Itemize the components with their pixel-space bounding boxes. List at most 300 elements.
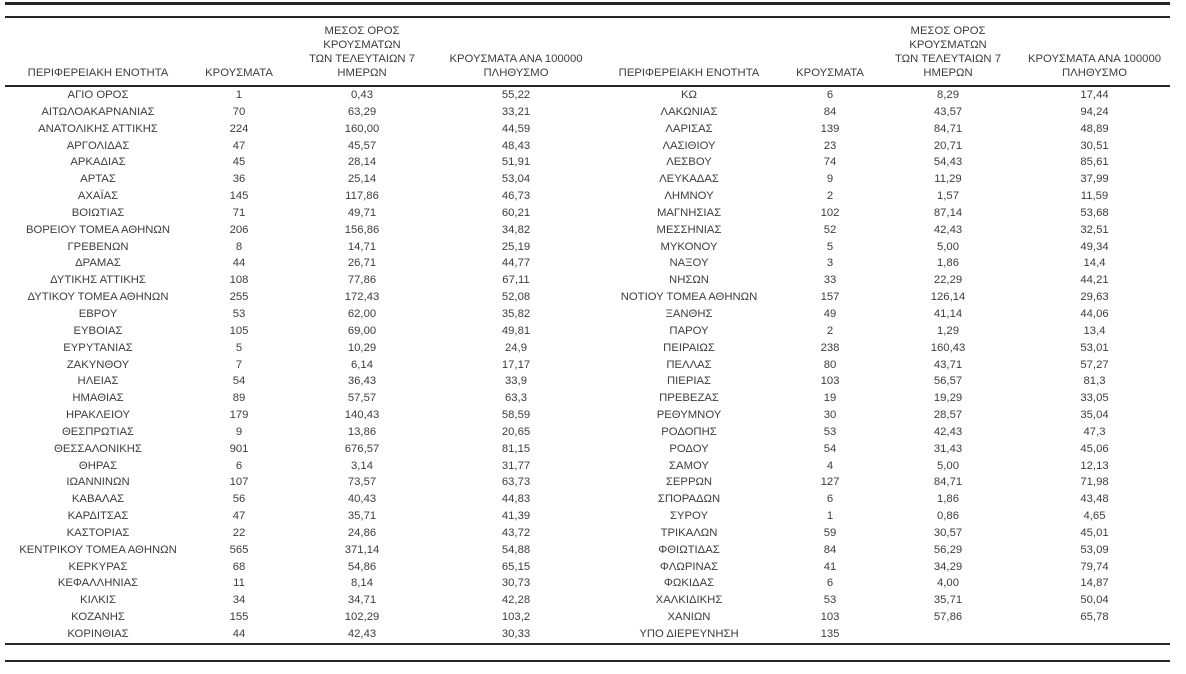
table-row [5,239,1170,256]
cases-cell: 54 [823,442,837,455]
per100k-cell: 20,65 [501,425,531,438]
avg7-cell: 56,57 [933,375,963,388]
per100k-cell: 57,27 [1080,358,1109,371]
avg7-cell: 8,14 [351,577,373,590]
per100k-cell: 35,82 [501,307,531,320]
region-cell: ΘΕΣΣΑΛΟΝΙΚΗΣ [54,442,142,455]
per100k-cell: 47,3 [1083,425,1106,438]
avg7-cell: 69,00 [347,324,377,337]
avg7-cell: 57,86 [933,611,963,624]
avg7-cell: 102,29 [344,611,380,624]
cases-cell: 7 [235,358,243,371]
per100k-cell: 81,3 [1083,375,1106,388]
cases-cell: 56 [232,493,246,506]
cases-cell: 1 [235,89,243,101]
header-avg7-line2: ΤΩΝ ΤΕΛΕΥΤΑΙΩΝ 7 [308,53,416,65]
avg7-cell: 35,71 [933,594,963,607]
table-row [5,138,1170,155]
avg7-cell: 126,14 [930,291,966,304]
region-cell: ΠΙΕΡΙΑΣ [666,375,712,388]
region-cell: ΒΟΙΩΤΙΑΣ [71,206,125,219]
table-row [5,86,1170,104]
avg7-cell: 73,57 [347,476,377,489]
avg7-cell: 1,86 [937,257,959,270]
region-cell: ΣΠΟΡΑΔΩΝ [657,493,721,506]
region-cell: ΜΕΣΣΗΝΙΑΣ [656,223,722,236]
per100k-cell: 37,99 [1080,173,1109,186]
avg7-cell: 34,71 [347,594,377,607]
avg7-cell: 14,71 [347,240,377,253]
cases-cell: 44 [232,257,246,270]
region-cell: ΡΟΔΟΠΗΣ [661,425,717,438]
per100k-cell: 71,98 [1080,476,1109,489]
per100k-cell: 53,01 [1080,341,1109,354]
cases-cell: 9 [235,425,243,438]
cases-cell: 45 [232,156,246,169]
avg7-cell: 54,86 [347,560,377,573]
cases-cell: 6 [235,459,243,472]
per100k-cell: 29,63 [1080,291,1109,304]
per100k-cell: 13,4 [1083,324,1106,337]
per100k-cell: 25,19 [501,240,531,253]
table-row [5,373,1170,390]
avg7-cell: 42,43 [933,425,963,438]
cases-cell: 4 [826,459,834,472]
cases-cell: 255 [229,291,249,304]
cases-cell: 108 [229,274,249,287]
region-cell: ΕΥΒΟΙΑΣ [73,324,123,337]
table-row [5,289,1170,306]
per100k-cell: 48,89 [1080,122,1109,135]
per100k-cell: 30,51 [1080,139,1109,152]
table-row [5,357,1170,374]
per100k-cell: 50,04 [1080,594,1109,607]
avg7-cell: 156,86 [344,223,380,236]
table-row [5,104,1170,121]
avg7-cell [877,626,1019,643]
avg7-cell: 42,43 [933,223,963,236]
avg7-cell: 36,43 [347,375,377,388]
avg7-cell: 49,71 [347,206,377,219]
cases-cell: 103 [820,375,840,388]
per100k-cell: 81,15 [501,442,531,455]
per100k-cell: 53,04 [501,173,531,186]
header-avg7-left [287,18,437,86]
per100k-cell: 79,74 [1080,560,1109,573]
cases-cell: 84 [823,543,837,556]
per100k-cell: 45,01 [1080,526,1109,539]
cases-cell: 36 [232,173,246,186]
table-row [5,542,1170,559]
cases-cell: 84 [823,105,837,118]
avg7-cell: 0,43 [351,89,373,101]
table-row [5,340,1170,357]
per100k-cell: 46,73 [501,190,531,203]
header-avg7-right [877,18,1019,86]
per100k-cell: 63,73 [501,476,531,489]
header-region-right: ΠΕΡΙΦΕΡΕΙΑΚΗ ΕΝΟΤΗΤΑ [595,18,783,86]
per100k-cell: 52,08 [501,291,531,304]
cases-cell: 565 [229,543,249,556]
region-cell: ΓΡΕΒΕΝΩΝ [67,240,129,253]
avg7-cell: 43,57 [933,105,963,118]
table-row [5,154,1170,171]
region-cell: ΑΓΙΟ ΟΡΟΣ [67,89,129,101]
cases-cell: 6 [826,493,834,506]
header-avg7-line1: ΜΕΣΟΣ ΟΡΟΣ ΚΡΟΥΣΜΑΤΩΝ [323,25,401,51]
cases-cell: 89 [232,392,246,405]
per100k-cell: 49,81 [501,324,531,337]
table-row [5,424,1170,441]
region-cell: ΚΟΡΙΝΘΙΑΣ [67,628,129,640]
avg7-cell: 62,00 [347,307,377,320]
cases-cell: 6 [826,577,834,590]
cases-cell: 71 [232,206,246,219]
cases-cell: 139 [820,122,840,135]
header-cases-right: ΚΡΟΥΣΜΑΤΑ [783,18,877,86]
header-avg7-line2: ΤΩΝ ΤΕΛΕΥΤΑΙΩΝ 7 [894,53,1002,65]
region-cell: ΝΟΤΙΟΥ ΤΟΜΕΑ ΑΘΗΝΩΝ [620,291,758,304]
region-cell: ΛΕΣΒΟΥ [666,156,712,169]
table-row [5,323,1170,340]
avg7-cell: 40,43 [347,493,377,506]
avg7-cell: 41,14 [933,307,963,320]
region-cell: ΛΑΡΙΣΑΣ [665,122,713,135]
cases-cell: 11 [233,577,245,590]
cases-cell: 3 [826,257,834,270]
header-per100k-line1: ΚΡΟΥΣΜΑΤΑ ΑΝΑ 100000 [449,53,583,65]
avg7-cell: 56,29 [933,543,963,556]
table-row [5,121,1170,138]
region-cell: ΚΟΖΑΝΗΣ [71,611,125,624]
per100k-cell: 31,77 [501,459,531,472]
per100k-cell: 14,4 [1083,257,1106,270]
avg7-cell: 84,71 [933,476,963,489]
region-cell: ΑΧΑΪΑΣ [77,190,119,203]
per100k-cell: 11,59 [1080,190,1109,203]
region-cell: ΧΑΛΚΙΔΙΚΗΣ [655,594,723,607]
cases-cell: 47 [232,510,246,523]
region-cell: ΑΡΤΑΣ [80,173,116,186]
region-cell: ΚΩ [681,89,697,101]
cases-cell: 206 [229,223,249,236]
region-cell: ΑΡΓΟΛΙΔΑΣ [66,139,130,152]
region-cell: ΦΩΚΙΔΑΣ [663,577,715,590]
table-row [5,255,1170,272]
region-cell: ΠΕΙΡΑΙΩΣ [663,341,715,354]
region-cell: ΔΥΤΙΚΟΥ ΤΟΜΕΑ ΑΘΗΝΩΝ [27,291,169,304]
cases-cell: 1 [826,510,834,523]
cases-cell: 8 [235,240,243,253]
avg7-cell: 45,57 [347,139,377,152]
per100k-cell: 24,9 [505,341,527,354]
avg7-cell: 172,43 [344,291,380,304]
avg7-cell: 4,00 [937,577,959,590]
region-cell: ΑΡΚΑΔΙΑΣ [70,156,126,169]
region-cell: ΗΛΕΙΑΣ [77,375,119,388]
avg7-cell: 10,29 [347,341,377,354]
per100k-cell: 51,91 [501,156,531,169]
region-cell: ΝΑΞΟΥ [669,257,709,270]
cases-cell: 59 [823,526,837,539]
region-cell: ΘΕΣΠΡΩΤΙΑΣ [61,425,134,438]
table-row [5,441,1170,458]
region-cell: ΗΡΑΚΛΕΙΟΥ [65,409,131,422]
avg7-cell: 25,14 [347,173,377,186]
table-row [5,575,1170,592]
avg7-cell: 31,43 [933,442,963,455]
per100k-cell: 94,24 [1080,105,1109,118]
region-cell: ΚΙΛΚΙΣ [80,594,116,607]
avg7-cell: 11,29 [934,173,962,186]
per100k-cell: 63,3 [505,392,527,405]
region-cell: ΥΠΟ ΔΙΕΡΕΥΝΗΣΗ [639,628,739,640]
cases-cell: 34 [232,594,246,607]
avg7-cell: 6,14 [351,358,373,371]
avg7-cell: 3,14 [351,459,373,472]
avg7-cell: 676,57 [344,442,380,455]
cases-cell: 224 [229,122,249,135]
avg7-cell: 28,57 [933,409,963,422]
table-row [5,609,1170,626]
per100k-cell: 44,83 [501,493,531,506]
table-row [5,474,1170,491]
table-row [5,188,1170,205]
table-row [5,592,1170,609]
cases-cell: 68 [232,560,246,573]
per100k-cell: 32,51 [1080,223,1109,236]
cases-cell: 47 [232,139,246,152]
cases-cell: 23 [823,139,837,152]
per100k-cell: 44,77 [501,257,531,270]
region-cell: ΕΒΡΟΥ [78,307,118,320]
per100k-cell: 44,21 [1080,274,1109,287]
per100k-cell [1019,626,1170,643]
region-cell: ΛΕΥΚΑΔΑΣ [659,173,719,186]
avg7-cell: 160,00 [344,122,380,135]
header-row [5,18,1170,86]
header-cases-left: ΚΡΟΥΣΜΑΤΑ [191,18,287,86]
region-cell: ΞΑΝΘΗΣ [665,307,713,320]
table-row [5,626,1170,643]
per100k-cell: 34,82 [501,223,531,236]
region-cell: ΕΥΡΥΤΑΝΙΑΣ [63,341,133,354]
per100k-cell: 33,21 [501,105,531,118]
per100k-cell: 35,04 [1080,409,1109,422]
cases-cell: 155 [229,611,249,624]
cases-cell: 103 [820,611,840,624]
table-row [5,205,1170,222]
cases-cell: 107 [229,476,249,489]
avg7-cell: 160,43 [930,341,966,354]
per100k-cell: 65,78 [1080,611,1109,624]
region-cell: ΛΑΣΙΘΙΟΥ [662,139,716,152]
region-cell: ΝΗΣΩΝ [669,274,709,287]
avg7-cell: 63,29 [347,105,377,118]
avg7-cell: 22,29 [933,274,963,287]
cases-cell: 53 [823,425,837,438]
bottom-rule [5,643,1170,645]
avg7-cell: 30,57 [933,526,963,539]
avg7-cell: 54,43 [933,156,963,169]
header-per100k-line1: ΚΡΟΥΣΜΑΤΑ ΑΝΑ 100000 [1027,53,1162,65]
cases-cell: 9 [826,173,834,186]
region-cell: ΜΥΚΟΝΟΥ [660,240,718,253]
avg7-cell: 1,29 [937,324,959,337]
region-cell: ΜΑΓΝΗΣΙΑΣ [656,206,722,219]
region-cell: ΦΘΙΩΤΙΔΑΣ [658,543,720,556]
header-per100k-line2: ΠΛΗΘΥΣΜΟ [483,67,549,79]
region-cell: ΙΩΑΝΝΙΝΩΝ [66,476,130,489]
per100k-cell: 42,28 [501,594,531,607]
avg7-cell: 84,71 [933,122,963,135]
header-avg7-line3: ΗΜΕΡΩΝ [337,67,387,79]
table-row [5,222,1170,239]
per100k-cell: 14,87 [1080,577,1109,590]
avg7-cell: 371,14 [344,543,380,556]
header-per100k-right [1019,18,1170,86]
avg7-cell: 87,14 [933,206,963,219]
region-cell: ΚΕΝΤΡΙΚΟΥ ΤΟΜΕΑ ΑΘΗΝΩΝ [19,543,177,556]
avg7-cell: 20,71 [933,139,963,152]
region-cell: ΘΗΡΑΣ [78,459,118,472]
header-region-left: ΠΕΡΙΦΕΡΕΙΑΚΗ ΕΝΟΤΗΤΑ [5,18,191,86]
header-per100k-left [437,18,595,86]
cases-cell: 2 [826,324,834,337]
per100k-cell: 54,88 [501,543,531,556]
per100k-cell: 17,17 [501,358,531,371]
per100k-cell: 43,48 [1080,493,1109,506]
region-cell: ΔΡΑΜΑΣ [75,257,121,270]
per100k-cell: 45,06 [1080,442,1109,455]
cases-cell: 238 [820,341,840,354]
region-cell: ΡΕΘΥΜΝΟΥ [656,409,722,422]
region-cell: ΔΥΤΙΚΗΣ ΑΤΤΙΚΗΣ [50,274,146,287]
per100k-cell: 85,61 [1080,156,1109,169]
cases-cell: 19 [823,392,837,405]
table-header [5,18,1170,86]
cases-cell: 74 [823,156,837,169]
per100k-cell: 12,13 [1080,459,1109,472]
per100k-cell: 103,2 [501,611,531,624]
region-cell: ΣΥΡΟΥ [669,510,708,523]
cases-cell: 49 [823,307,837,320]
table-row [5,390,1170,407]
per100k-cell: 53,68 [1080,206,1109,219]
avg7-cell: 140,43 [344,409,380,422]
per100k-cell: 44,59 [501,122,531,135]
cases-cell: 54 [232,375,246,388]
per100k-cell: 60,21 [501,206,531,219]
cases-cell: 6 [826,89,834,101]
per100k-cell: 30,73 [501,577,531,590]
per100k-cell: 43,72 [501,526,531,539]
cases-cell: 22 [232,526,246,539]
cases-cell: 33 [823,274,837,287]
per100k-cell: 44,06 [1080,307,1109,320]
per100k-cell: 33,05 [1080,392,1109,405]
avg7-cell: 28,14 [347,156,377,169]
per100k-cell: 41,39 [501,510,531,523]
table-row [5,525,1170,542]
cases-cell: 901 [229,442,249,455]
cases-cell: 5 [235,341,243,354]
table-row [5,272,1170,289]
region-cell: ΣΑΜΟΥ [669,459,709,472]
region-cell: ΤΡΙΚΑΛΩΝ [660,526,718,539]
top-rule [5,2,1170,5]
avg7-cell: 35,71 [347,510,377,523]
region-cell: ΗΜΑΘΙΑΣ [72,392,124,405]
per100k-cell: 58,59 [501,409,531,422]
region-cell: ΦΛΩΡΙΝΑΣ [659,560,719,573]
cases-cell: 5 [826,240,834,253]
per100k-cell: 67,11 [502,274,530,287]
cases-cell: 102 [820,206,840,219]
per100k-cell: 49,34 [1080,240,1109,253]
region-cell: ΑΝΑΤΟΛΙΚΗΣ ΑΤΤΙΚΗΣ [38,122,158,135]
region-cell: ΒΟΡΕΙΟΥ ΤΟΜΕΑ ΑΘΗΝΩΝ [25,223,171,236]
avg7-cell: 26,71 [347,257,377,270]
region-cell: ΠΑΡΟΥ [669,324,709,337]
cases-cell: 2 [826,190,834,203]
table-row [5,458,1170,475]
avg7-cell: 1,86 [937,493,959,506]
table-row [5,306,1170,323]
cases-cell: 145 [229,190,249,203]
per100k-cell: 48,43 [501,139,531,152]
avg7-cell: 19,29 [933,392,963,405]
region-cell: ΛΗΜΝΟΥ [664,190,714,203]
per100k-cell: 55,22 [501,89,531,101]
per100k-cell: 53,09 [1080,543,1109,556]
table-row [5,508,1170,525]
region-cell: ΚΑΒΑΛΑΣ [71,493,125,506]
header-avg7-line1: ΜΕΣΟΣ ΟΡΟΣ ΚΡΟΥΣΜΑΤΩΝ [909,25,987,51]
avg7-cell: 5,00 [937,459,959,472]
avg7-cell: 42,43 [347,628,377,640]
region-cell: ΖΑΚΥΝΘΟΥ [66,358,130,371]
avg7-cell: 13,86 [347,425,377,438]
cases-cell: 30 [823,409,837,422]
cases-cell: 41 [823,560,837,573]
cases-cell: 157 [820,291,840,304]
avg7-cell: 43,71 [933,358,963,371]
cases-cell: 44 [232,628,246,640]
table-row [5,407,1170,424]
region-cell: ΠΕΛΛΑΣ [666,358,712,371]
per100k-cell: 30,33 [501,628,531,640]
cases-cell: 80 [823,358,837,371]
cases-cell: 135 [820,628,840,640]
region-cell: ΚΑΡΔΙΤΣΑΣ [67,510,129,523]
table-body [5,86,1170,643]
avg7-cell: 24,86 [347,526,377,539]
cases-cell: 179 [229,409,249,422]
regional-cases-table [5,18,1170,643]
cases-cell: 127 [820,476,840,489]
last-rule [5,660,1170,662]
region-cell: ΧΑΝΙΩΝ [667,611,711,624]
avg7-cell: 1,57 [937,190,959,203]
per100k-cell: 33,9 [505,375,527,388]
per100k-cell: 17,44 [1080,89,1109,101]
region-cell: ΚΕΦΑΛΛΗΝΙΑΣ [57,577,139,590]
table-row [5,491,1170,508]
per100k-cell: 4,65 [1083,510,1106,523]
cases-cell: 53 [823,594,837,607]
cases-cell: 52 [823,223,837,236]
